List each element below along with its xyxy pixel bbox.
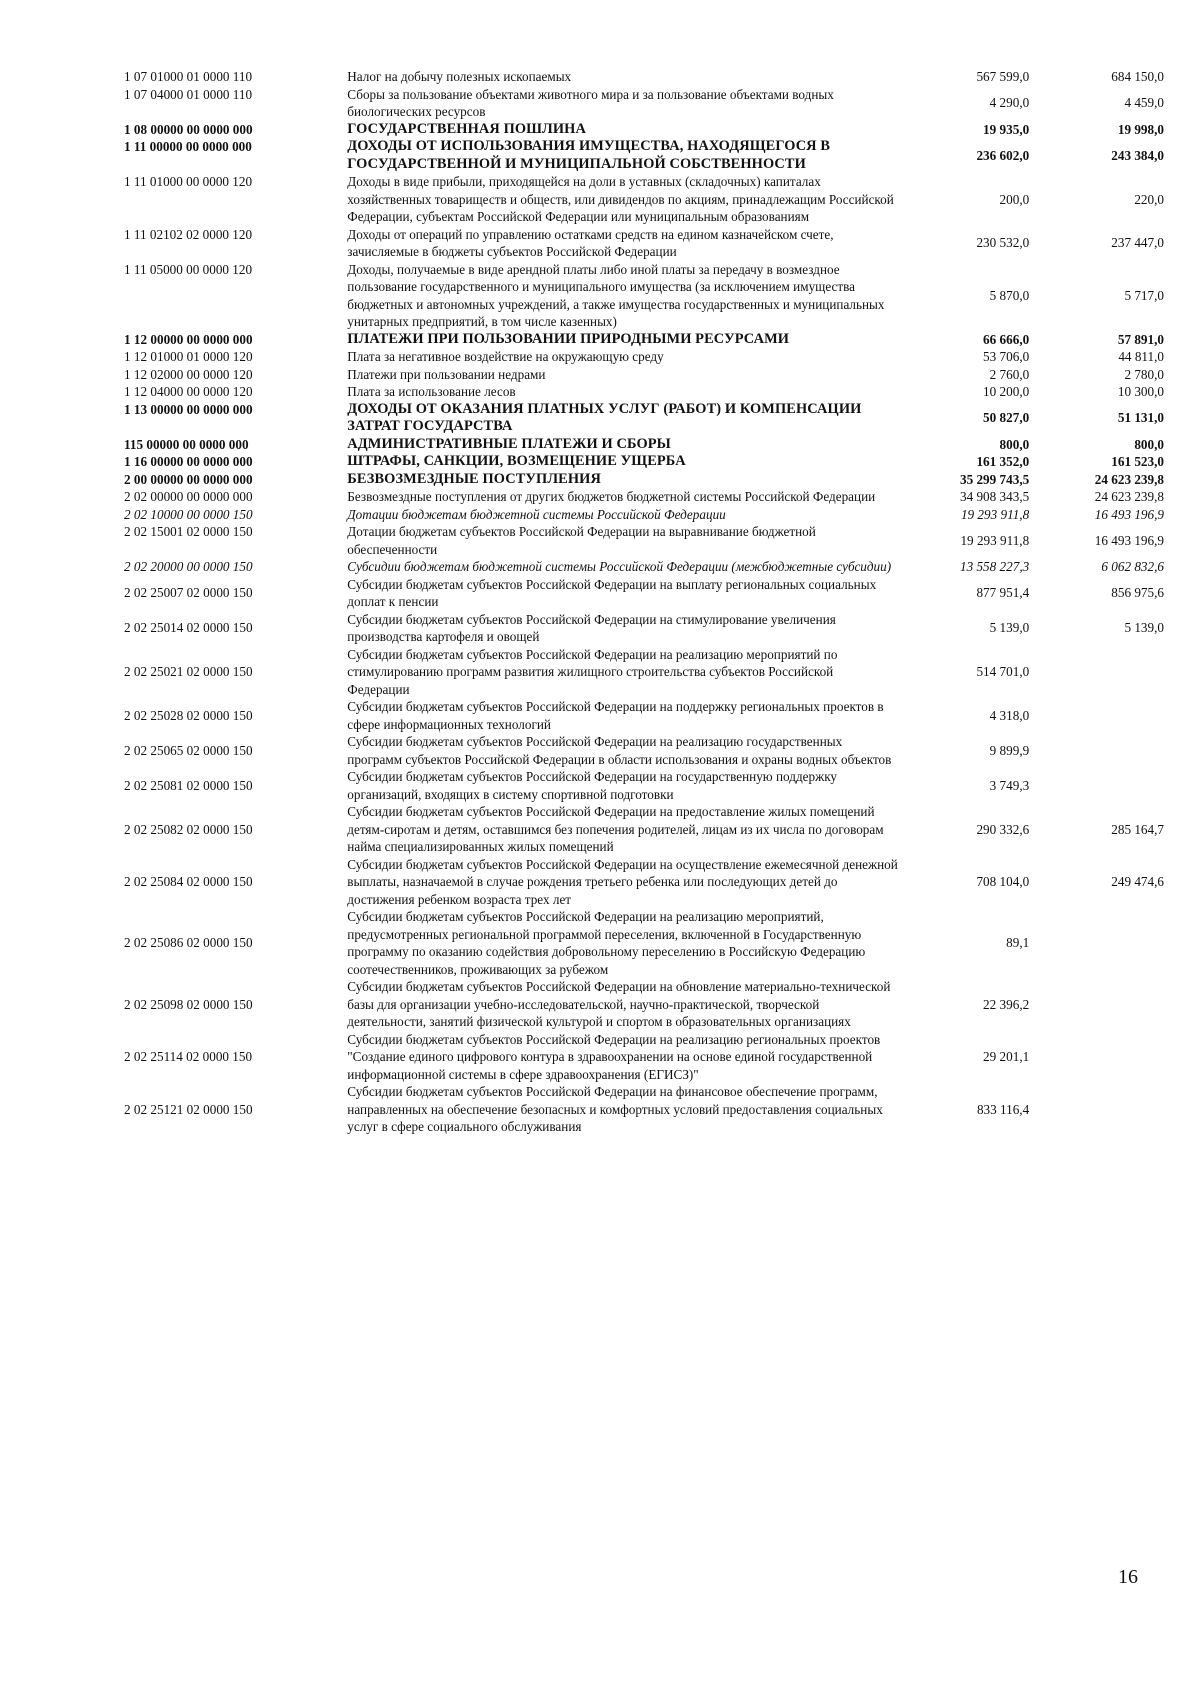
amount-year-2: 5 139,0 [1124, 620, 1164, 636]
amount-year-1: 89,1 [1006, 935, 1030, 951]
table-row [124, 506, 1164, 524]
table-row [124, 611, 1164, 646]
revenue-item-name: Доходы от операций по управлению остатками средств на едином казначейском счете, зачисляемые в бюджеты субъектов Российской Федерации [347, 226, 834, 259]
revenue-item-name: Субсидии бюджетам субъектов Российской Федерации на государственную поддержку организаций, входящих в систему спортивной подготовки [347, 769, 838, 802]
amount-year-2: 6 062 832,6 [1101, 559, 1164, 574]
amount-year-2: 24 623 239,8 [1094, 471, 1164, 487]
revenue-item-name: Доходы, получаемые в виде арендной платы либо иной платы за передачу в возмездное пользование государственного и муниципального имущества (за исключением имущества бюджетных и автономных учреждений, а также имущества государственных и муниципальных унитарных предприятий, в том числе казенных) [347, 261, 885, 329]
amount-year-2: 161 523,0 [1111, 454, 1164, 469]
amount-year-1: 514 701,0 [976, 664, 1030, 679]
amount-year-2 [1029, 1031, 1164, 1084]
budget-classification-code: 1 16 00000 00 0000 000 [124, 454, 253, 469]
budget-classification-code: 2 02 00000 00 0000 000 [124, 489, 253, 504]
budget-classification-code: 1 08 00000 00 0000 000 [124, 121, 253, 137]
table-row [124, 173, 1164, 226]
budget-classification-code: 2 02 25028 02 0000 150 [124, 707, 253, 723]
budget-classification-code: 2 02 25098 02 0000 150 [124, 996, 253, 1012]
table-row [124, 138, 1164, 173]
table-body [124, 68, 1164, 1136]
amount-year-2: 220,0 [1134, 191, 1164, 207]
amount-year-2: 243 384,0 [1111, 147, 1164, 163]
budget-classification-code: 1 11 01000 00 0000 120 [124, 174, 253, 189]
table-row [124, 978, 1164, 1031]
revenue-item-name: Дотации бюджетам субъектов Российской Федерации на выравнивание бюджетной обеспеченности [347, 524, 816, 557]
budget-classification-code: 2 02 10000 00 0000 150 [124, 506, 253, 522]
budget-revenue-table [124, 68, 1164, 1136]
amount-year-2: 44 811,0 [1118, 349, 1164, 364]
table-row [124, 768, 1164, 803]
budget-classification-code: 1 11 02102 02 0000 120 [124, 226, 253, 242]
amount-year-1: 567 599,0 [976, 69, 1030, 84]
table-row [124, 401, 1164, 436]
amount-year-1: 50 827,0 [983, 410, 1030, 426]
budget-classification-code: 1 11 05000 00 0000 120 [124, 261, 253, 277]
budget-classification-code: 1 12 00000 00 0000 000 [124, 331, 253, 347]
budget-classification-code: 2 02 25065 02 0000 150 [124, 742, 253, 758]
amount-year-2: 237 447,0 [1111, 235, 1164, 251]
amount-year-2 [1029, 768, 1164, 803]
revenue-item-name: Платежи при пользовании недрами [347, 366, 546, 382]
revenue-item-name: Плата за использование лесов [347, 384, 516, 399]
budget-classification-code: 2 02 15001 02 0000 150 [124, 524, 253, 539]
amount-year-2: 10 300,0 [1117, 384, 1164, 399]
budget-classification-code: 1 13 00000 00 0000 000 [124, 401, 253, 417]
budget-classification-code: 2 02 25086 02 0000 150 [124, 935, 253, 951]
amount-year-2: 5 717,0 [1124, 287, 1164, 303]
table-row [124, 471, 1164, 489]
amount-year-1: 13 558 227,3 [959, 559, 1030, 574]
amount-year-1: 19 935,0 [983, 121, 1030, 137]
amount-year-2: 2 780,0 [1124, 366, 1164, 382]
budget-classification-code: 2 02 25121 02 0000 150 [124, 1101, 253, 1117]
table-row [124, 121, 1164, 139]
budget-classification-code: 1 11 00000 00 0000 000 [124, 139, 252, 154]
table-row [124, 698, 1164, 733]
revenue-item-name: Субсидии бюджетам субъектов Российской Федерации на финансовое обеспечение программ, направленных на обеспечение безопасных и комфортных условий предоставления социальных услуг в сфере социального обслуживания [347, 1084, 883, 1134]
revenue-item-name: Плата за негативное воздействие на окружающую среду [347, 349, 664, 364]
table-row [124, 453, 1164, 471]
revenue-item-name: Субсидии бюджетам субъектов Российской Федерации на реализацию мероприятий, предусмотренных региональной программой переселения, включенной в Государственную программу по оказанию содействия добровольному переселению в Российскую Федерацию соотечественников, проживающих за рубежом [347, 909, 866, 977]
amount-year-1: 4 318,0 [989, 707, 1030, 723]
amount-year-1: 200,0 [999, 191, 1030, 207]
amount-year-1: 66 666,0 [983, 331, 1030, 347]
amount-year-2 [1029, 978, 1164, 1031]
amount-year-2: 16 493 196,9 [1094, 506, 1164, 522]
revenue-item-name: Субсидии бюджетам субъектов Российской Федерации на поддержку региональных проектов в сфере информационных технологий [347, 699, 884, 732]
amount-year-2 [1029, 698, 1164, 733]
amount-year-2: 19 998,0 [1117, 121, 1164, 137]
table-row [124, 733, 1164, 768]
amount-year-2 [1029, 1083, 1164, 1136]
amount-year-1: 877 951,4 [976, 585, 1030, 601]
revenue-item-name: Безвозмездные поступления от других бюджетов бюджетной системы Российской Федерации [347, 489, 876, 504]
amount-year-1: 5 139,0 [989, 620, 1030, 636]
table-row [124, 366, 1164, 384]
budget-classification-code: 1 12 02000 00 0000 120 [124, 366, 253, 382]
budget-classification-code: 2 02 25014 02 0000 150 [124, 620, 253, 636]
budget-classification-code: 2 02 25021 02 0000 150 [124, 664, 253, 679]
revenue-item-name: АДМИНИСТРАТИВНЫЕ ПЛАТЕЖИ И СБОРЫ [347, 435, 671, 452]
amount-year-2: 249 474,6 [1111, 874, 1164, 889]
table-row [124, 558, 1164, 576]
amount-year-1: 9 899,9 [989, 742, 1030, 758]
table-row [124, 331, 1164, 349]
table-row [124, 576, 1164, 611]
amount-year-2: 856 975,6 [1111, 585, 1164, 601]
revenue-item-name: Субсидии бюджетам субъектов Российской Федерации на реализацию государственных программ субъектов Российской Федерации в области использования и охраны водных объектов [347, 734, 892, 767]
budget-classification-code: 1 12 04000 00 0000 120 [124, 384, 253, 399]
budget-classification-code: 2 02 25084 02 0000 150 [124, 874, 253, 889]
amount-year-1: 833 116,4 [976, 1101, 1030, 1117]
amount-year-1: 19 293 911,8 [960, 506, 1030, 522]
amount-year-2: 57 891,0 [1117, 331, 1164, 347]
amount-year-2: 16 493 196,9 [1094, 532, 1164, 548]
amount-year-2: 285 164,7 [1111, 821, 1164, 837]
table-row [124, 383, 1164, 401]
revenue-item-name: Субсидии бюджетам субъектов Российской Федерации на реализацию региональных проектов "Создание единого цифрового контура в здравоохранении на основе единой государственной информационной системы в сфере здравоохранения (ЕГИСЗ)" [347, 1031, 881, 1082]
table-row [124, 1083, 1164, 1136]
amount-year-1: 5 870,0 [989, 287, 1030, 303]
budget-classification-code: 2 02 25081 02 0000 150 [124, 777, 253, 793]
revenue-item-name: Субсидии бюджетам субъектов Российской Федерации на обновление материально-технической базы для организации учебно-исследовательской, научно-практической, творческой деятельности, занятий физической культурой и спортом в образовательных организациях [347, 979, 891, 1029]
amount-year-1: 34 908 343,5 [959, 489, 1030, 504]
revenue-item-name: Доходы в виде прибыли, приходящейся на доли в уставных (складочных) капиталах хозяйственных товариществ и обществ, или дивидендов по акциям, принадлежащим Российской Федерации, субъектам Российской Федерации или муниципальным образованиям [347, 174, 894, 224]
amount-year-1: 708 104,0 [976, 874, 1030, 889]
revenue-item-name: ДОХОДЫ ОТ ОКАЗАНИЯ ПЛАТНЫХ УСЛУГ (РАБОТ) И КОМПЕНСАЦИИ ЗАТРАТ ГОСУДАРСТВА [347, 400, 862, 434]
amount-year-1: 10 200,0 [983, 384, 1030, 399]
budget-classification-code: 115 00000 00 0000 000 [124, 436, 249, 452]
amount-year-1: 161 352,0 [976, 454, 1030, 469]
table-row [124, 436, 1164, 454]
budget-classification-code: 1 07 01000 01 0000 110 [124, 69, 253, 84]
table-row [124, 261, 1164, 331]
amount-year-1: 290 332,6 [976, 821, 1030, 837]
amount-year-2 [1029, 733, 1164, 768]
revenue-item-name: ДОХОДЫ ОТ ИСПОЛЬЗОВАНИЯ ИМУЩЕСТВА, НАХОДЯЩЕГОСЯ В ГОСУДАРСТВЕННОЙ И МУНИЦИПАЛЬНОЙ СОБСТВЕННОСТИ [347, 138, 831, 172]
table-row [124, 1031, 1164, 1084]
budget-classification-code: 2 02 20000 00 0000 150 [124, 559, 253, 574]
budget-classification-code: 2 02 25007 02 0000 150 [124, 585, 253, 601]
revenue-item-name: ПЛАТЕЖИ ПРИ ПОЛЬЗОВАНИИ ПРИРОДНЫМИ РЕСУРСАМИ [347, 330, 790, 347]
revenue-item-name: Субсидии бюджетам субъектов Российской Федерации на реализацию мероприятий по стимулированию программ развития жилищного строительства субъектов Российской Федерации [347, 646, 838, 697]
table-row [124, 68, 1164, 86]
amount-year-2: 51 131,0 [1117, 410, 1164, 426]
revenue-item-name: Субсидии бюджетам субъектов Российской Федерации на осуществление ежемесячной денежной выплаты, назначаемой в случае рождения третьего ребенка или последующих детей до достижения ребенком возраста трех лет [347, 856, 898, 907]
table-row [124, 803, 1164, 856]
table-row [124, 348, 1164, 366]
amount-year-1: 22 396,2 [983, 996, 1030, 1012]
amount-year-2: 800,0 [1134, 436, 1164, 452]
budget-classification-code: 2 00 00000 00 0000 000 [124, 471, 253, 487]
amount-year-1: 53 706,0 [983, 349, 1030, 364]
table-row [124, 856, 1164, 909]
revenue-item-name: ШТРАФЫ, САНКЦИИ, ВОЗМЕЩЕНИЕ УЩЕРБА [347, 453, 686, 469]
amount-year-1: 35 299 743,5 [959, 471, 1030, 487]
table-row [124, 86, 1164, 121]
revenue-item-name: Сборы за пользование объектами животного мира и за пользование объектами водных биологических ресурсов [347, 86, 834, 119]
amount-year-2: 684 150,0 [1111, 69, 1164, 84]
amount-year-1: 29 201,1 [983, 1049, 1030, 1064]
amount-year-2: 4 459,0 [1124, 95, 1164, 111]
budget-classification-code: 1 07 04000 01 0000 110 [124, 86, 253, 102]
amount-year-1: 19 293 911,8 [960, 532, 1030, 548]
amount-year-1: 3 749,3 [989, 777, 1030, 793]
amount-year-1: 230 532,0 [976, 235, 1030, 251]
revenue-item-name: Субсидии бюджетам субъектов Российской Федерации на стимулирование увеличения производства картофеля и овощей [347, 611, 836, 644]
revenue-item-name: ГОСУДАРСТВЕННАЯ ПОШЛИНА [347, 120, 586, 137]
amount-year-1: 236 602,0 [976, 147, 1030, 163]
revenue-item-name: Субсидии бюджетам субъектов Российской Федерации на выплату региональных социальных доплат к пенсии [347, 576, 877, 609]
revenue-item-name: Налог на добычу полезных ископаемых [347, 69, 572, 84]
table-row [124, 908, 1164, 978]
budget-classification-code: 2 02 25114 02 0000 150 [124, 1049, 253, 1064]
amount-year-1: 800,0 [999, 436, 1030, 452]
page-number: 16 [1118, 1566, 1138, 1588]
table-row [124, 523, 1164, 558]
table-row [124, 646, 1164, 699]
revenue-item-name: БЕЗВОЗМЕЗДНЫЕ ПОСТУПЛЕНИЯ [347, 470, 601, 487]
amount-year-2 [1029, 908, 1164, 978]
amount-year-2: 24 623 239,8 [1094, 489, 1164, 504]
revenue-item-name: Субсидии бюджетам бюджетной системы Российской Федерации (межбюджетные субсидии) [347, 559, 892, 574]
table-row [124, 488, 1164, 506]
amount-year-2 [1029, 646, 1164, 699]
amount-year-1: 4 290,0 [989, 95, 1030, 111]
budget-classification-code: 1 12 01000 01 0000 120 [124, 349, 253, 364]
amount-year-1: 2 760,0 [989, 366, 1030, 382]
revenue-item-name: Дотации бюджетам бюджетной системы Российской Федерации [347, 506, 726, 522]
table-row [124, 226, 1164, 261]
budget-classification-code: 2 02 25082 02 0000 150 [124, 821, 253, 837]
revenue-item-name: Субсидии бюджетам субъектов Российской Федерации на предоставление жилых помещений детям-сиротам и детям, оставшимся без попечения родителей, лицам из их числа по договорам найма специализированных жилых помещений [347, 804, 884, 854]
